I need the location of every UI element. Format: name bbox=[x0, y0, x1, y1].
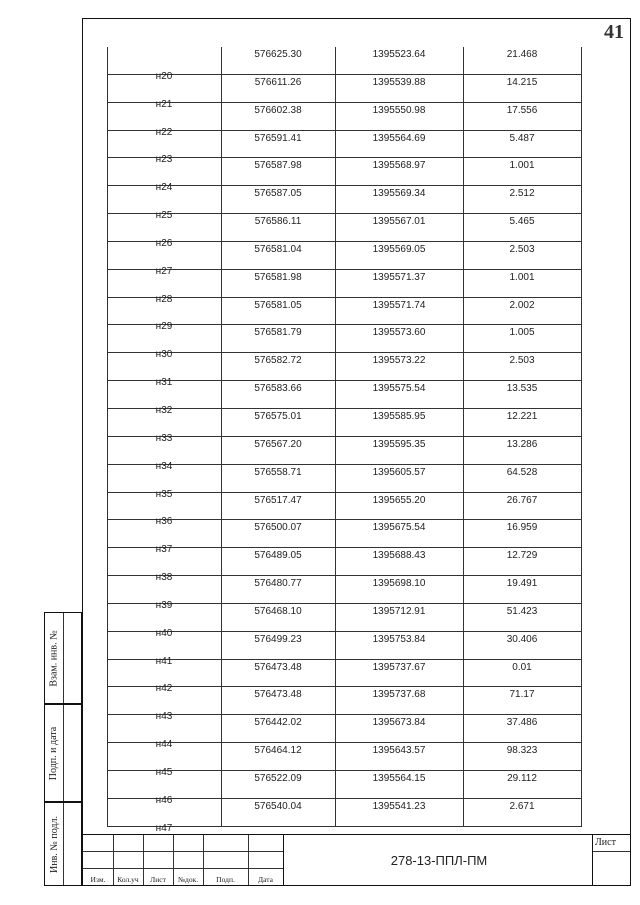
distance: 16.959 bbox=[506, 522, 538, 534]
point-name: н22 bbox=[155, 126, 173, 138]
coordinates-table bbox=[107, 47, 581, 834]
drawing-sheet bbox=[82, 18, 631, 886]
point-name: н40 bbox=[155, 627, 173, 639]
distance: 13.535 bbox=[506, 383, 538, 395]
table-row bbox=[107, 799, 581, 834]
coord-y: 1395655.20 bbox=[372, 494, 426, 506]
point-name: н39 bbox=[155, 599, 173, 611]
coord-x: 576442.02 bbox=[254, 717, 302, 729]
coord-y: 1395569.05 bbox=[372, 243, 426, 255]
distance: 14.215 bbox=[506, 76, 538, 88]
sheet-cell bbox=[592, 835, 630, 885]
point-name: н24 bbox=[155, 182, 173, 194]
stamp-vzam-label: Взам. инв. № bbox=[48, 629, 60, 687]
coord-x: 576517.47 bbox=[254, 494, 302, 506]
coord-x: 576558.71 bbox=[254, 466, 302, 478]
point-name: н38 bbox=[155, 572, 173, 584]
point-name: н33 bbox=[155, 432, 173, 444]
point-name: н30 bbox=[155, 349, 173, 361]
distance: 37.486 bbox=[506, 717, 538, 729]
distance: 1.005 bbox=[509, 327, 535, 339]
distance: 0.01 bbox=[512, 661, 532, 673]
coord-x: 576480.77 bbox=[254, 578, 302, 590]
point-name: н41 bbox=[155, 655, 173, 667]
coord-y: 1395673.84 bbox=[372, 717, 426, 729]
distance: 64.528 bbox=[506, 466, 538, 478]
point-name: н35 bbox=[155, 488, 173, 500]
coord-y: 1395573.22 bbox=[372, 355, 426, 367]
coord-y: 1395571.74 bbox=[372, 299, 426, 311]
coord-y: 1395737.67 bbox=[372, 661, 426, 673]
distance: 98.323 bbox=[506, 745, 538, 757]
coord-y: 1395575.54 bbox=[372, 383, 426, 395]
coord-x: 576581.79 bbox=[254, 327, 302, 339]
distance: 13.286 bbox=[506, 438, 538, 450]
distance: 1.001 bbox=[509, 271, 535, 283]
coord-y: 1395595.35 bbox=[372, 438, 426, 450]
coord-x: 576587.05 bbox=[254, 188, 302, 200]
tb-label-data: Дата bbox=[258, 875, 273, 884]
coord-y: 1395539.88 bbox=[372, 76, 426, 88]
distance: 5.465 bbox=[509, 216, 535, 228]
distance: 19.491 bbox=[506, 578, 538, 590]
coord-x: 576591.41 bbox=[254, 132, 302, 144]
tb-label-izm: Изм. bbox=[90, 875, 106, 884]
coord-y: 1395568.97 bbox=[372, 160, 426, 172]
coord-y: 1395550.98 bbox=[372, 104, 426, 116]
coord-x: 576581.98 bbox=[254, 271, 302, 283]
point-name: н28 bbox=[155, 293, 173, 305]
point-name: н34 bbox=[155, 460, 173, 472]
sheet-label: Лист bbox=[595, 837, 616, 848]
coord-y: 1395569.34 bbox=[372, 188, 426, 200]
coord-x: 576500.07 bbox=[254, 522, 302, 534]
coord-x: 576583.66 bbox=[254, 383, 302, 395]
page-number: 41 bbox=[604, 21, 624, 43]
coord-x: 576611.26 bbox=[254, 76, 302, 88]
coord-y: 1395585.95 bbox=[372, 410, 426, 422]
coord-y: 1395567.01 bbox=[372, 216, 426, 228]
point-name: н37 bbox=[155, 544, 173, 556]
coord-y: 1395675.54 bbox=[372, 522, 426, 534]
coord-y: 1395523.64 bbox=[372, 49, 426, 60]
coord-x: 576602.38 bbox=[254, 104, 302, 116]
distance: 2.503 bbox=[509, 355, 535, 367]
distance: 21.468 bbox=[506, 49, 538, 60]
point-name: н31 bbox=[155, 377, 173, 389]
point-name: н46 bbox=[155, 794, 173, 806]
coord-x: 576468.10 bbox=[254, 605, 302, 617]
coord-x: 576489.05 bbox=[254, 550, 302, 562]
coord-y: 1395564.69 bbox=[372, 132, 426, 144]
coord-y: 1395698.10 bbox=[372, 578, 426, 590]
distance: 29.112 bbox=[507, 772, 537, 784]
tb-label-ndok: №док. bbox=[177, 875, 199, 884]
distance: 2.512 bbox=[509, 188, 535, 200]
point-name: н27 bbox=[155, 265, 173, 277]
stamp-podp-data bbox=[44, 704, 82, 802]
tb-label-podp: Подп. bbox=[216, 875, 235, 884]
tb-label-koluch: Кол.уч bbox=[117, 875, 139, 884]
coord-x: 576473.48 bbox=[254, 689, 302, 701]
coord-y: 1395753.84 bbox=[372, 633, 426, 645]
stamp-podp-label: Подп. и дата bbox=[48, 726, 60, 780]
point-name: н36 bbox=[155, 516, 173, 528]
distance: 2.002 bbox=[509, 299, 535, 311]
coord-x: 576582.72 bbox=[254, 355, 302, 367]
coord-y: 1395564.15 bbox=[372, 772, 426, 784]
coord-y: 1395573.60 bbox=[372, 327, 426, 339]
distance: 1.001 bbox=[509, 160, 535, 172]
coord-y: 1395571.37 bbox=[372, 271, 426, 283]
distance: 5.487 bbox=[509, 132, 535, 144]
distance: 26.767 bbox=[506, 494, 538, 506]
coord-x: 576586.11 bbox=[254, 216, 302, 228]
distance: 2.671 bbox=[509, 800, 535, 812]
coord-y: 1395643.57 bbox=[372, 745, 426, 757]
coord-y: 1395737.68 bbox=[372, 689, 426, 701]
coord-x: 576464.12 bbox=[254, 745, 302, 757]
point-name: н23 bbox=[155, 154, 173, 166]
stamp-vzam-inv bbox=[44, 612, 82, 704]
distance: 51.423 bbox=[506, 605, 538, 617]
point-name: н25 bbox=[155, 210, 173, 222]
point-name: н43 bbox=[155, 711, 173, 723]
point-name: н26 bbox=[155, 237, 173, 249]
document-number: 278-13-ППЛ-ПМ bbox=[283, 835, 594, 885]
point-name: н47 bbox=[155, 822, 173, 834]
coord-y: 1395688.43 bbox=[372, 550, 426, 562]
coord-x: 576499.23 bbox=[254, 633, 302, 645]
stamp-inv-label: Инв. № подл. bbox=[48, 815, 60, 873]
coord-x: 576581.05 bbox=[254, 299, 302, 311]
distance: 12.729 bbox=[506, 550, 538, 562]
distance: 30.406 bbox=[506, 633, 538, 645]
coord-x: 576581.04 bbox=[254, 243, 302, 255]
point-name: н20 bbox=[155, 70, 173, 82]
coord-x: 576567.20 bbox=[254, 438, 302, 450]
point-name: н42 bbox=[155, 683, 173, 695]
distance: 2.503 bbox=[509, 243, 535, 255]
distance: 71.17 bbox=[509, 689, 535, 701]
point-name: н21 bbox=[155, 98, 173, 110]
coord-x: 576587.98 bbox=[254, 160, 302, 172]
tb-label-list: Лист bbox=[150, 875, 166, 884]
coord-y: 1395605.57 bbox=[372, 466, 426, 478]
coord-y: 1395541.23 bbox=[372, 800, 426, 812]
coord-x: 576522.09 bbox=[254, 772, 302, 784]
coord-y: 1395712.91 bbox=[372, 605, 426, 617]
coord-x: 576473.48 bbox=[254, 661, 302, 673]
coord-x: 576540.04 bbox=[254, 800, 302, 812]
point-name: н45 bbox=[155, 766, 173, 778]
coord-x: 576575.01 bbox=[254, 410, 302, 422]
distance: 17.556 bbox=[506, 104, 538, 116]
point-name: н29 bbox=[155, 321, 173, 333]
title-block bbox=[83, 834, 630, 885]
point-name: н44 bbox=[155, 739, 173, 751]
stamp-inv-podl bbox=[44, 802, 82, 886]
distance: 12.221 bbox=[506, 410, 538, 422]
coord-x: 576625.30 bbox=[254, 49, 302, 60]
point-name: н32 bbox=[155, 404, 173, 416]
